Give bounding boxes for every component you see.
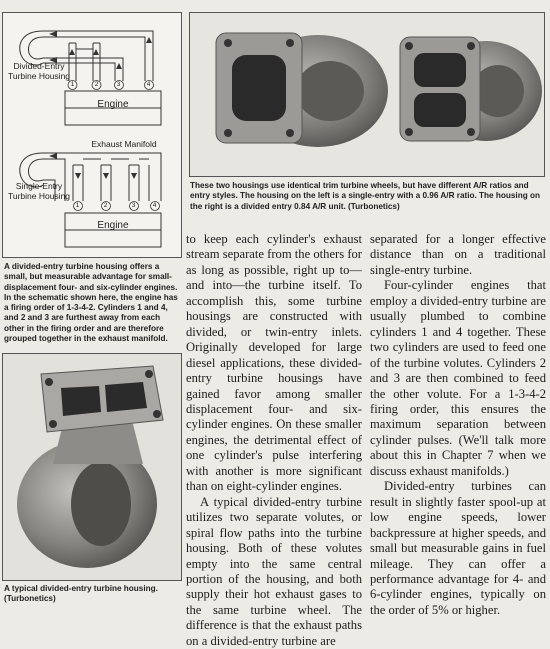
cyl-2-bottom: 2 bbox=[103, 202, 108, 209]
engine-label-top: Engine bbox=[97, 99, 129, 110]
cyl-3-top: 3 bbox=[116, 81, 121, 88]
cyl-3-bottom: 3 bbox=[131, 202, 136, 209]
body-column-1 bbox=[186, 232, 362, 649]
column-1-paragraph-1: to keep each cylinder's exhaust stream separate from the others for as long as possible, right up to—and into—the turbine itself. To accomplish this, some turbine housings are constructed with divided, or twin-entry inlets. Originally developed for large diesel applications, these divided-entry turbine housings have gained favor among smaller displacement four- and six-cylinder engines. On these smaller engines, the detrimental effect of one cylinder's pulse interfering with another is more significant than on eight-cylinder engines. bbox=[186, 232, 362, 494]
two-turbine-housings-photo bbox=[190, 13, 544, 176]
divided-entry-housing-photo bbox=[3, 354, 181, 580]
column-2-paragraph-2: Four-cylinder engines that employ a divided-entry turbine are usually plumbed to combine cylinders 1 and 4 together. These two cylinders are used to feed one of the turbine volutes. Cylinders 2 and 3 are then combined to feed the other volute. For a 1-3-4-2 firing order, this ensures the maximum separation between cylinder pulses. (We'll talk more about this in Chapter 7 when we discuss exhaust manifolds.) bbox=[370, 278, 546, 478]
single-entry-label: Single-Entry Turbine Housing bbox=[7, 181, 71, 201]
turbine-schematic-panel bbox=[2, 12, 182, 258]
cyl-1-top: 1 bbox=[70, 81, 75, 88]
divided-housing-photo-caption: A typical divided-entry turbine housing. (Turbonetics) bbox=[4, 584, 158, 604]
cyl-4-top: 4 bbox=[146, 81, 151, 88]
divided-housing-photo-panel bbox=[2, 353, 182, 581]
exhaust-manifold-label: Exhaust Manifold bbox=[91, 139, 157, 149]
body-column-2 bbox=[370, 232, 546, 618]
column-2-paragraph-3: Divided-entry turbines can result in slightly faster spool-up at low engine speeds, lower backpressure at higher speeds, and small but measurable gains in fuel mileage. They can offer a performance advantage for 4- and 6-cylinder engines, typically on the order of 5% or higher. bbox=[370, 479, 546, 617]
cyl-1-bottom: 1 bbox=[75, 202, 80, 209]
column-1-paragraph-2: A typical divided-entry turbine utilizes two separate volutes, or spiral flow paths into the turbine housing. Both of these volutes empty into the same central portion of the housing, and both supply their hot exhaust gases to the same turbine wheel. The difference is that the exhaust paths on a divided-entry turbine are bbox=[186, 494, 362, 648]
divided-entry-label: Divided-Entry Turbine Housing bbox=[7, 61, 71, 81]
engine-label-bottom: Engine bbox=[97, 220, 129, 231]
housings-photo-panel bbox=[189, 12, 545, 177]
column-2-paragraph-1: separated for a longer effective distance than on a traditional single-entry turbine. bbox=[370, 232, 546, 277]
cyl-2-top: 2 bbox=[94, 81, 99, 88]
schematic-caption: A divided-entry turbine housing offers a small, but measurable advantage for small-displacement four- and six-cylinder engines. In the schematic shown here, the engine has a firing order of 1-3-4-2. Cylinders 1 and 4, and 2 and 3 are furthest away from each other in the firing order and are therefore grouped together in the exhaust manifold. bbox=[4, 262, 178, 344]
housings-photo-caption: These two housings use identical trim turbine wheels, but have different A/R ratios and entry styles. The housing on the left is a single-entry with a 0.96 A/R ratio. The housing on the right is a divided entry 0.84 A/R unit. (Turbonetics) bbox=[190, 181, 540, 211]
cyl-4-bottom: 4 bbox=[152, 202, 157, 209]
